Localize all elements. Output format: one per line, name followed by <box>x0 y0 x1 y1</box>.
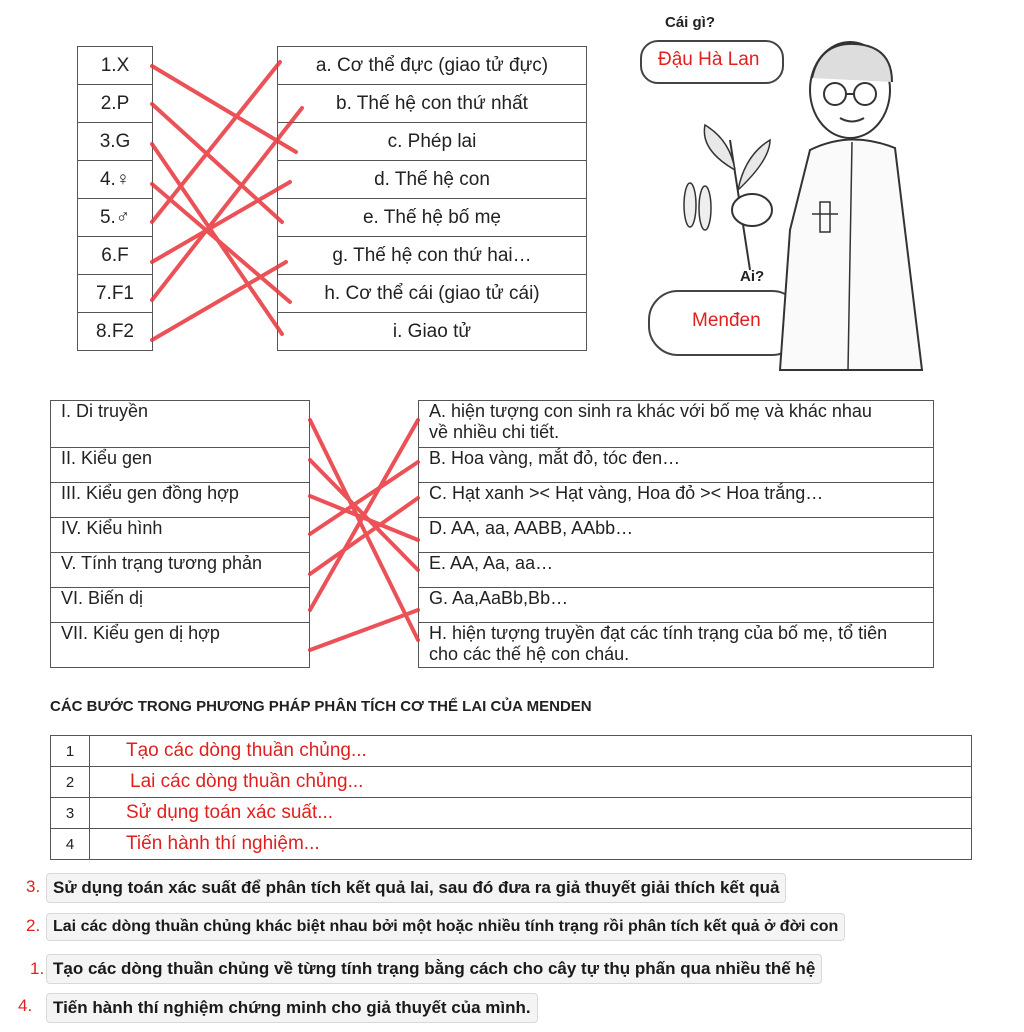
step-number: 3 <box>51 798 90 829</box>
genetics-def-cell: H. hiện tượng truyền đạt các tính trạng của bố mẹ, tổ tiên cho các thế hệ con cháu. <box>419 623 934 668</box>
step-card: Tiến hành thí nghiệm chứng minh cho giả thuyết của mình. <box>46 993 538 1023</box>
genetics-term-cell: II. Kiểu gen <box>51 448 310 483</box>
genetics-term-cell: VI. Biến dị <box>51 588 310 623</box>
step-card: Sử dụng toán xác suất để phân tích kết quả lai, sau đó đưa ra giả thuyết giải thích kết quả <box>46 873 786 903</box>
step-card-number: 3. <box>26 877 41 896</box>
genetics-term-cell: IV. Kiểu hình <box>51 518 310 553</box>
genetics-def-cell: G. Aa,AaBb,Bb… <box>419 588 934 623</box>
genetics-def-cell: A. hiện tượng con sinh ra khác với bố mẹ và khác nhau về nhiều chi tiết. <box>419 401 934 448</box>
term-cell: 2.P <box>78 85 153 123</box>
steps-table <box>50 735 972 860</box>
genetics-def-cell: C. Hạt xanh >< Hạt vàng, Hoa đỏ >< Hoa trắng… <box>419 483 934 518</box>
answer-what: Đậu Hà Lan <box>658 49 760 70</box>
definition-cell: h. Cơ thể cái (giao tử cái) <box>278 275 587 313</box>
step-card: Tạo các dòng thuần chủng về từng tính trạng bằng cách cho cây tự thụ phấn qua nhiều thế hệ <box>46 954 822 984</box>
term-cell: 8.F2 <box>78 313 153 351</box>
table-row <box>51 829 972 860</box>
definition-cell: b. Thế hệ con thứ nhất <box>278 85 587 123</box>
definition-cell: a. Cơ thể đực (giao tử đực) <box>278 47 587 85</box>
step-answer: Sử dụng toán xác suất... <box>90 798 972 829</box>
definition-cell: g. Thế hệ con thứ hai… <box>278 237 587 275</box>
genetics-term-cell: V. Tính trạng tương phản <box>51 553 310 588</box>
step-card-number: 2. <box>26 916 41 935</box>
step-answer: Tạo các dòng thuần chủng... <box>90 736 972 767</box>
step-answer: Lai các dòng thuần chủng... <box>90 767 972 798</box>
table-row <box>51 798 972 829</box>
genetics-def-cell: E. AA, Aa, aa… <box>419 553 934 588</box>
term-cell: 4.♀ <box>78 161 153 199</box>
step-number: 1 <box>51 736 90 767</box>
step-card-number: 4. <box>18 996 33 1015</box>
question-what: Cái gì? <box>665 14 716 31</box>
term-cell: 1.X <box>78 47 153 85</box>
genetics-term-cell: VII. Kiểu gen dị hợp <box>51 623 310 668</box>
step-answer: Tiến hành thí nghiệm... <box>90 829 972 860</box>
genetics-term-cell: I. Di truyền <box>51 401 310 448</box>
section-title: CÁC BƯỚC TRONG PHƯƠNG PHÁP PHÂN TÍCH CƠ THỂ LAI CỦA MENDEN <box>50 698 592 715</box>
question-who: Ai? <box>740 268 765 285</box>
genetics-def-cell: B. Hoa vàng, mắt đỏ, tóc đen… <box>419 448 934 483</box>
term-cell: 5.♂ <box>78 199 153 237</box>
term-cell: 3.G <box>78 123 153 161</box>
answer-who: Menđen <box>692 310 761 331</box>
term-cell: 7.F1 <box>78 275 153 313</box>
step-number: 2 <box>51 767 90 798</box>
definition-cell: c. Phép lai <box>278 123 587 161</box>
step-card-number: 1. <box>30 959 45 978</box>
definition-cell: e. Thế hệ bố mẹ <box>278 199 587 237</box>
table-row <box>51 767 972 798</box>
step-number: 4 <box>51 829 90 860</box>
definition-cell: d. Thế hệ con <box>278 161 587 199</box>
term-cell: 6.F <box>78 237 153 275</box>
step-card: Lai các dòng thuần chủng khác biệt nhau bởi một hoặc nhiều tính trạng rồi phân tích kết quả ở đời con <box>46 913 845 941</box>
genetics-def-cell: D. AA, aa, AABB, AAbb… <box>419 518 934 553</box>
genetics-term-cell: III. Kiểu gen đồng hợp <box>51 483 310 518</box>
definition-cell: i. Giao tử <box>278 313 587 351</box>
table-row <box>51 736 972 767</box>
